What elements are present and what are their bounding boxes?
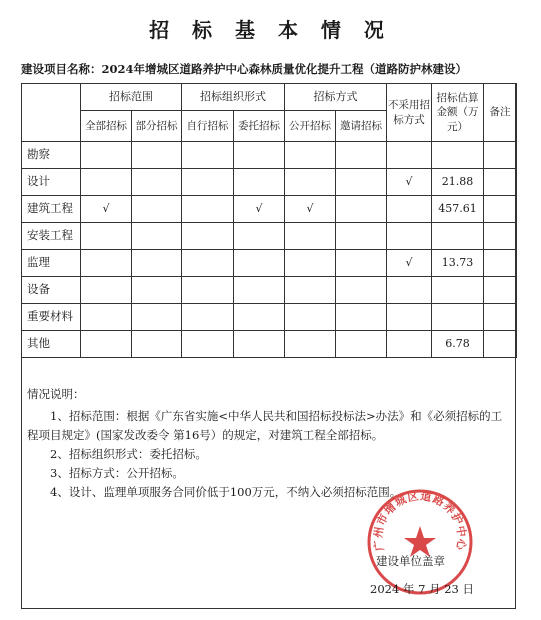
cell-method-open (285, 169, 336, 196)
header-scope-full: 全部招标 (81, 111, 132, 142)
cell-org-self (182, 277, 234, 304)
cell-scope-full (81, 304, 132, 331)
notes-section (27, 385, 509, 502)
table-row (22, 169, 517, 196)
cell-remark (484, 142, 517, 169)
table-row (22, 142, 517, 169)
cell-scope-part (132, 331, 182, 358)
official-seal (366, 488, 474, 596)
row-label: 设备 (22, 277, 81, 304)
cell-org-self (182, 142, 234, 169)
cell-amount (432, 223, 484, 250)
cell-scope-full (81, 169, 132, 196)
cell-no-tender (387, 142, 432, 169)
row-label: 设计 (22, 169, 81, 196)
cell-scope-part (132, 196, 182, 223)
cell-remark (484, 196, 517, 223)
cell-method-invite (336, 196, 387, 223)
cell-method-open (285, 142, 336, 169)
cell-method-open (285, 304, 336, 331)
cell-org-self (182, 331, 234, 358)
seal-text: 广州市增城区道路养护中心 (371, 489, 469, 552)
cell-method-open (285, 250, 336, 277)
cell-amount: 13.73 (432, 250, 484, 277)
cell-org-agent (234, 304, 285, 331)
cell-method-open: √ (285, 196, 336, 223)
row-label: 安装工程 (22, 223, 81, 250)
cell-method-invite (336, 223, 387, 250)
header-scope: 招标范围 (81, 84, 182, 111)
cell-amount: 457.61 (432, 196, 484, 223)
cell-scope-part (132, 169, 182, 196)
project-name: 建设项目名称：2024年增城区道路养护中心森林质量优化提升工程（道路防护林建设） (21, 62, 468, 76)
cell-org-self (182, 304, 234, 331)
cell-method-invite (336, 277, 387, 304)
note-item: 4、设计、监理单项服务合同价低于100万元，不纳入必须招标范围。 (50, 485, 402, 499)
row-label: 其他 (22, 331, 81, 358)
cell-remark (484, 169, 517, 196)
cell-org-self (182, 169, 234, 196)
cell-method-invite (336, 250, 387, 277)
cell-org-agent (234, 169, 285, 196)
cell-method-invite (336, 142, 387, 169)
table-row (22, 331, 517, 358)
cell-method-invite (336, 331, 387, 358)
cell-amount (432, 277, 484, 304)
sign-date: 2024 年 7 月 23 日 (370, 582, 474, 596)
row-label: 监理 (22, 250, 81, 277)
header-org-self: 自行招标 (182, 111, 234, 142)
cell-scope-part (132, 304, 182, 331)
cell-org-self (182, 250, 234, 277)
cell-remark (484, 277, 517, 304)
table-row (22, 250, 517, 277)
table-row (22, 277, 517, 304)
notes-title: 情况说明： (27, 387, 85, 401)
cell-org-agent (234, 250, 285, 277)
cell-scope-full: √ (81, 196, 132, 223)
row-label: 勘察 (22, 142, 81, 169)
note-item: 3、招标方式：公开招标。 (50, 466, 184, 480)
cell-remark (484, 304, 517, 331)
header-remark: 备注 (484, 84, 517, 142)
cell-org-agent: √ (234, 196, 285, 223)
cell-no-tender (387, 331, 432, 358)
header-method: 招标方式 (285, 84, 387, 111)
table-row (22, 223, 517, 250)
cell-no-tender (387, 196, 432, 223)
row-label: 建筑工程 (22, 196, 81, 223)
signature-label: 建设单位盖章 (376, 554, 445, 568)
cell-remark (484, 223, 517, 250)
cell-amount: 21.88 (432, 169, 484, 196)
cell-scope-part (132, 250, 182, 277)
cell-remark (484, 331, 517, 358)
cell-method-open (285, 223, 336, 250)
header-scope-part: 部分招标 (132, 111, 182, 142)
cell-org-agent (234, 223, 285, 250)
cell-no-tender (387, 304, 432, 331)
cell-scope-part (132, 142, 182, 169)
cell-org-self (182, 196, 234, 223)
cell-scope-full (81, 250, 132, 277)
header-no-tender: 不采用招标方式 (387, 84, 432, 142)
cell-amount (432, 142, 484, 169)
cell-no-tender (387, 277, 432, 304)
cell-no-tender: √ (387, 250, 432, 277)
cell-org-agent (234, 142, 285, 169)
header-org: 招标组织形式 (182, 84, 285, 111)
cell-no-tender: √ (387, 169, 432, 196)
tender-table (21, 83, 517, 358)
cell-scope-full (81, 223, 132, 250)
cell-method-invite (336, 304, 387, 331)
cell-scope-full (81, 331, 132, 358)
corner-cell (22, 84, 81, 142)
table-row (22, 304, 517, 331)
header-method-open: 公开招标 (285, 111, 336, 142)
cell-scope-full (81, 142, 132, 169)
cell-scope-part (132, 277, 182, 304)
header-method-invite: 邀请招标 (336, 111, 387, 142)
cell-org-self (182, 223, 234, 250)
note-item: 2、招标组织形式：委托招标。 (50, 447, 207, 461)
cell-no-tender (387, 223, 432, 250)
header-estimate: 招标估算金额（万元） (432, 84, 484, 142)
cell-scope-full (81, 277, 132, 304)
page-title: 招 标 基 本 情 况 (149, 18, 392, 42)
cell-amount: 6.78 (432, 331, 484, 358)
header-org-agent: 委托招标 (234, 111, 285, 142)
cell-method-open (285, 277, 336, 304)
header-row-group (22, 84, 517, 111)
cell-org-agent (234, 277, 285, 304)
cell-org-agent (234, 331, 285, 358)
table-row (22, 196, 517, 223)
cell-method-open (285, 331, 336, 358)
note-item: 1、招标范围：根据《广东省实施<中华人民共和国招标投标法>办法》和《必须招标的工程项目规定》(国家发改委令 第16号）的规定，对建筑工程全部招标。 (27, 409, 503, 442)
cell-scope-part (132, 223, 182, 250)
cell-remark (484, 250, 517, 277)
cell-method-invite (336, 169, 387, 196)
cell-amount (432, 304, 484, 331)
row-label: 重要材料 (22, 304, 81, 331)
